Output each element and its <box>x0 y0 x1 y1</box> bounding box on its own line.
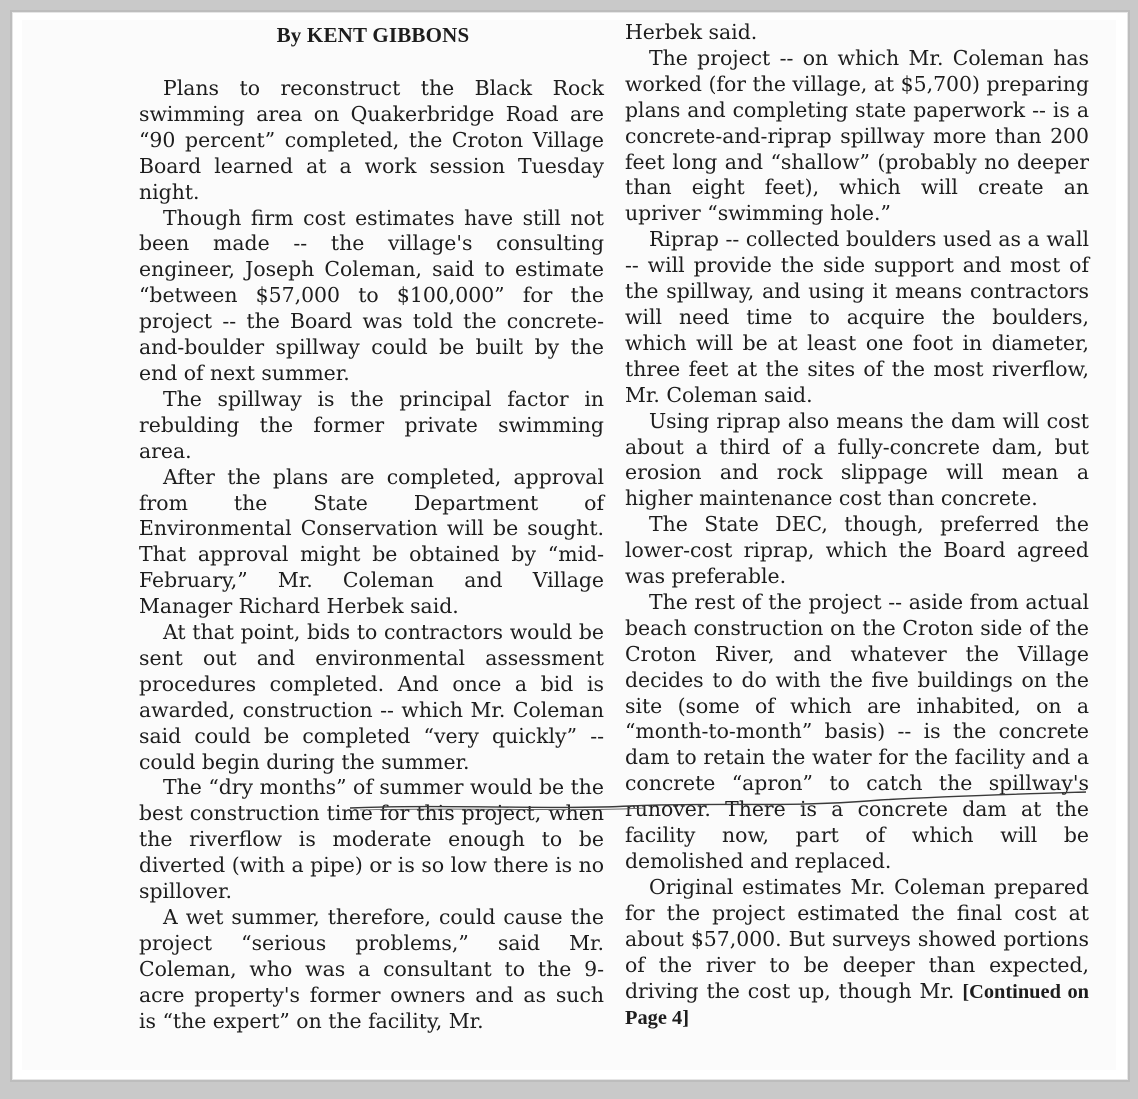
paragraph: Riprap -- collected boulders used as a wall -- will provide the side support and most of the spillway, and using it means contractors will need time to acquire the boulders, which will be at least one foot in diameter, three feet at the sites of the most riverflow, Mr. Coleman said. <box>625 227 1089 407</box>
paragraph-last <box>625 875 1089 1032</box>
paragraph: At that point, bids to contractors would be sent out and environmental assessment procedures completed. And once a bid is awarded, construction -- which Mr. Coleman said could be completed “very quickly” -- could begin during the summer. <box>139 620 604 774</box>
paragraph: After the plans are completed, approval from the State Department of Environmental Conservation will be sought. That approval might be obtained by “mid-February,” Mr. Coleman and Village Manager Richard Herbek said. <box>139 464 604 619</box>
paragraph: The project -- on which Mr. Coleman has worked (for the village, at $5,700) preparing plans and completing state paperwork -- is a concrete-and-riprap spillway more than 200 feet long and “shallow” (probably no deeper than eight feet), which will create an upriver “swimming hole.” <box>625 45 1089 226</box>
paragraph-continuation: Herbek said. <box>625 20 758 44</box>
paragraph: A wet summer, therefore, could cause the project “serious problems,” said Mr. Coleman, who was a consultant to the 9-acre property's former owners and as such is “the expert” on the facility, Mr. <box>139 905 604 1033</box>
paragraph: Plans to reconstruct the Black Rock swimming area on Quakerbridge Road are “90 percent” completed, the Croton Village Board learned at a work session Tuesday night. <box>139 76 604 204</box>
paragraph: The rest of the project -- aside from actual beach construction on the Croton side of the Croton River, and whatever the Village decides to do with the five buildings on the site (some of which are inhabited, on a “month-to-month” basis) -- is the concrete dam to retain the water for the facility and a concrete “apron” to catch the spillway's runover. There is a concrete dam at the facility now, part of which will be demolished and replaced. <box>625 589 1089 873</box>
paragraph: Using riprap also means the dam will cost about a third of a fully-concrete dam, but erosion and rock slippage will mean a higher maintenance cost than concrete. <box>625 408 1089 511</box>
paragraph: The spillway is the principal factor in rebulding the former private swimming area. <box>139 386 604 463</box>
paragraph-text: Original estimates Mr. Coleman prepared for the project estimated the final cost at about $57,000. But surveys showed portions of the river to be deeper than expected, driving the cost up, though Mr. <box>625 874 1089 1003</box>
paragraph: Though firm cost estimates have still not been made -- the village's consulting engineer, Joseph Coleman, said to estimate “between $57,000 to $100,000” for the project -- the Board was told the concrete-and-boulder spillway could be built by the end of next summer. <box>139 205 604 385</box>
newspaper-clipping <box>22 20 1116 1070</box>
continued-link[interactable]: [Continued on Page 4] <box>625 980 1089 1030</box>
right-column <box>625 20 1089 1032</box>
byline: By KENT GIBBONS <box>276 23 470 47</box>
left-column <box>139 20 604 1035</box>
paragraph: The “dry months” of summer would be the best construction time for this project, when the riverflow is moderate enough to be diverted (with a pipe) or is so low there is no spillover. <box>139 775 604 904</box>
column-divider <box>612 34 613 1064</box>
paragraph: The State DEC, though, preferred the lower-cost riprap, which the Board agreed was preferable. <box>625 512 1089 589</box>
